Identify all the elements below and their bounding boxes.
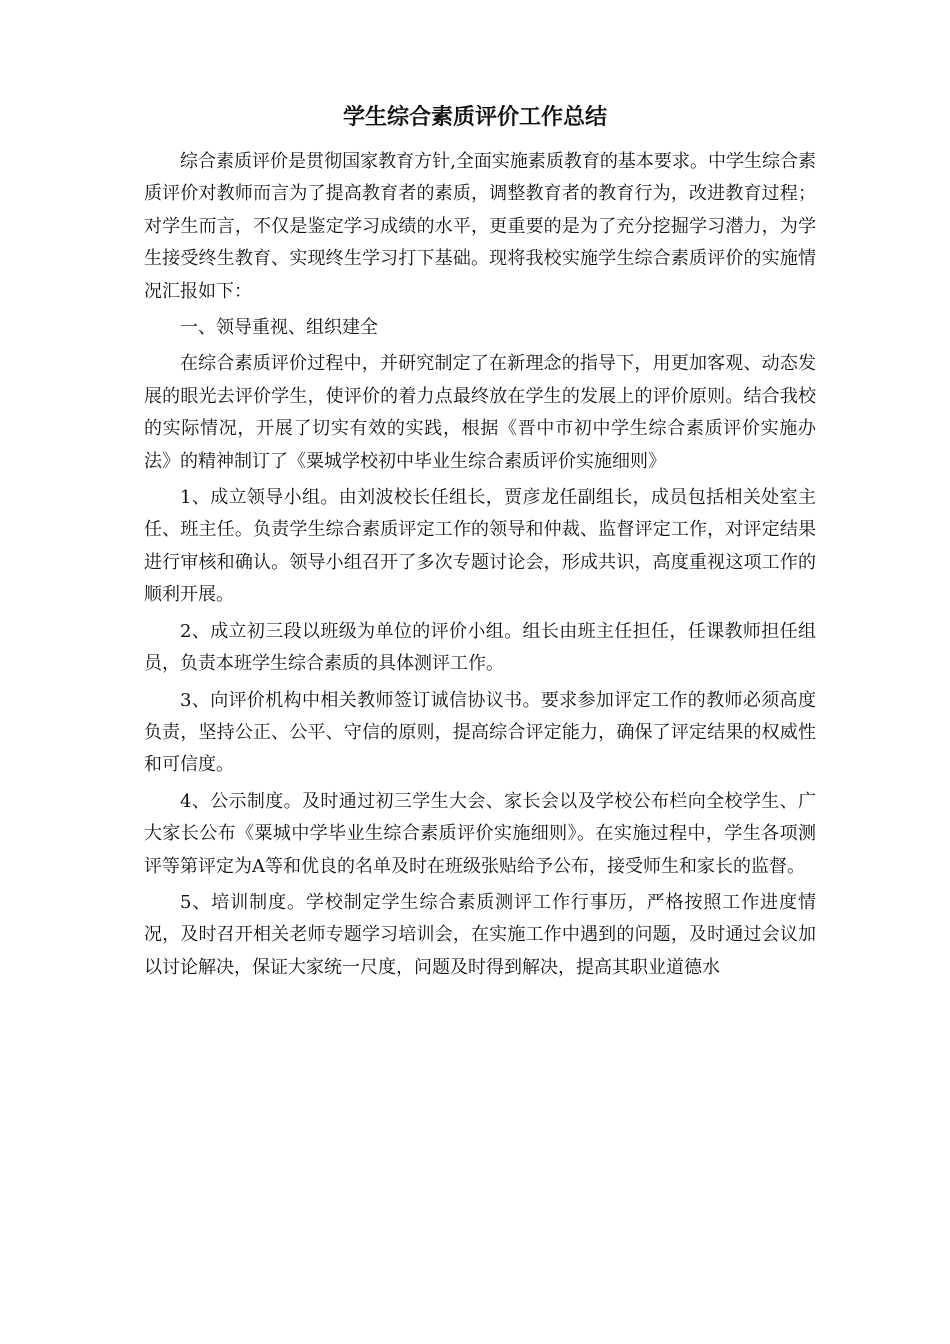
paragraph-intro: 综合素质评价是贯彻国家教育方针,全面实施素质教育的基本要求。中学生综合素质评价对教师而言为了提高教育者的素质，调整教育者的教育行为，改进教育过程；对学生而言，不仅是鉴定学习成绩的水平，更重要的是为了充分挖掘学习潜力，为学生接受终生教育、实现终生学习打下基础。现将我校实施学生综合素质评价的实施情况汇报如下： bbox=[144, 151, 816, 302]
paragraph-item-3: 3、向评价机构中相关教师签订诚信协议书。要求参加评定工作的教师必须高度负责，坚持公正、公平、守信的原则，提高综合评定能力，确保了评定结果的权威性和可信度。 bbox=[144, 689, 816, 776]
paragraph-section-1: 在综合素质评价过程中，并研究制定了在新理念的指导下，用更加客观、动态发展的眼光去评价学生，使评价的着力点最终放在学生的发展上的评价原则。结合我校的实际情况，开展了切实有效的实践，根据《晋中市初中学生综合素质评价实施办法》的精神制订了《粟城学校初中毕业生综合素质评价实施细则》 bbox=[144, 353, 816, 472]
paragraph-item-4: 4、公示制度。及时通过初三学生大会、家长会以及学校公布栏向全校学生、广大家长公布《粟城中学毕业生综合素质评价实施细则》。在实施过程中，学生各项测评等第评定为A等和优良的名单及时在班级张贴给予公布，接受师生和家长的监督。 bbox=[144, 790, 816, 877]
paragraph-item-1: 1、成立领导小组。由刘波校长任组长，贾彦龙任副组长，成员包括相关处室主任、班主任。负责学生综合素质评定工作的领导和仲裁、监督评定工作，对评定结果进行审核和确认。领导小组召开了多次专题讨论会，形成共识，高度重视这项工作的顺利开展。 bbox=[144, 487, 816, 606]
document-title: 学生综合素质评价工作总结 bbox=[342, 105, 607, 130]
section-heading-1: 一、领导重视、组织建全 bbox=[180, 317, 378, 339]
document-body bbox=[144, 146, 816, 988]
paragraph-item-2: 2、成立初三段以班级为单位的评价小组。组长由班主任担任，任课教师担任组员，负责本班学生综合素质的具体测评工作。 bbox=[144, 620, 816, 675]
paragraph-item-5: 5、培训制度。学校制定学生综合素质测评工作行事历，严格按照工作进度情况，及时召开相关老师专题学习培训会，在实施工作中遇到的问题，及时通过会议加以讨论解决，保证大家统一尺度，问题及时得到解决，提高其职业道德水 bbox=[144, 891, 816, 978]
